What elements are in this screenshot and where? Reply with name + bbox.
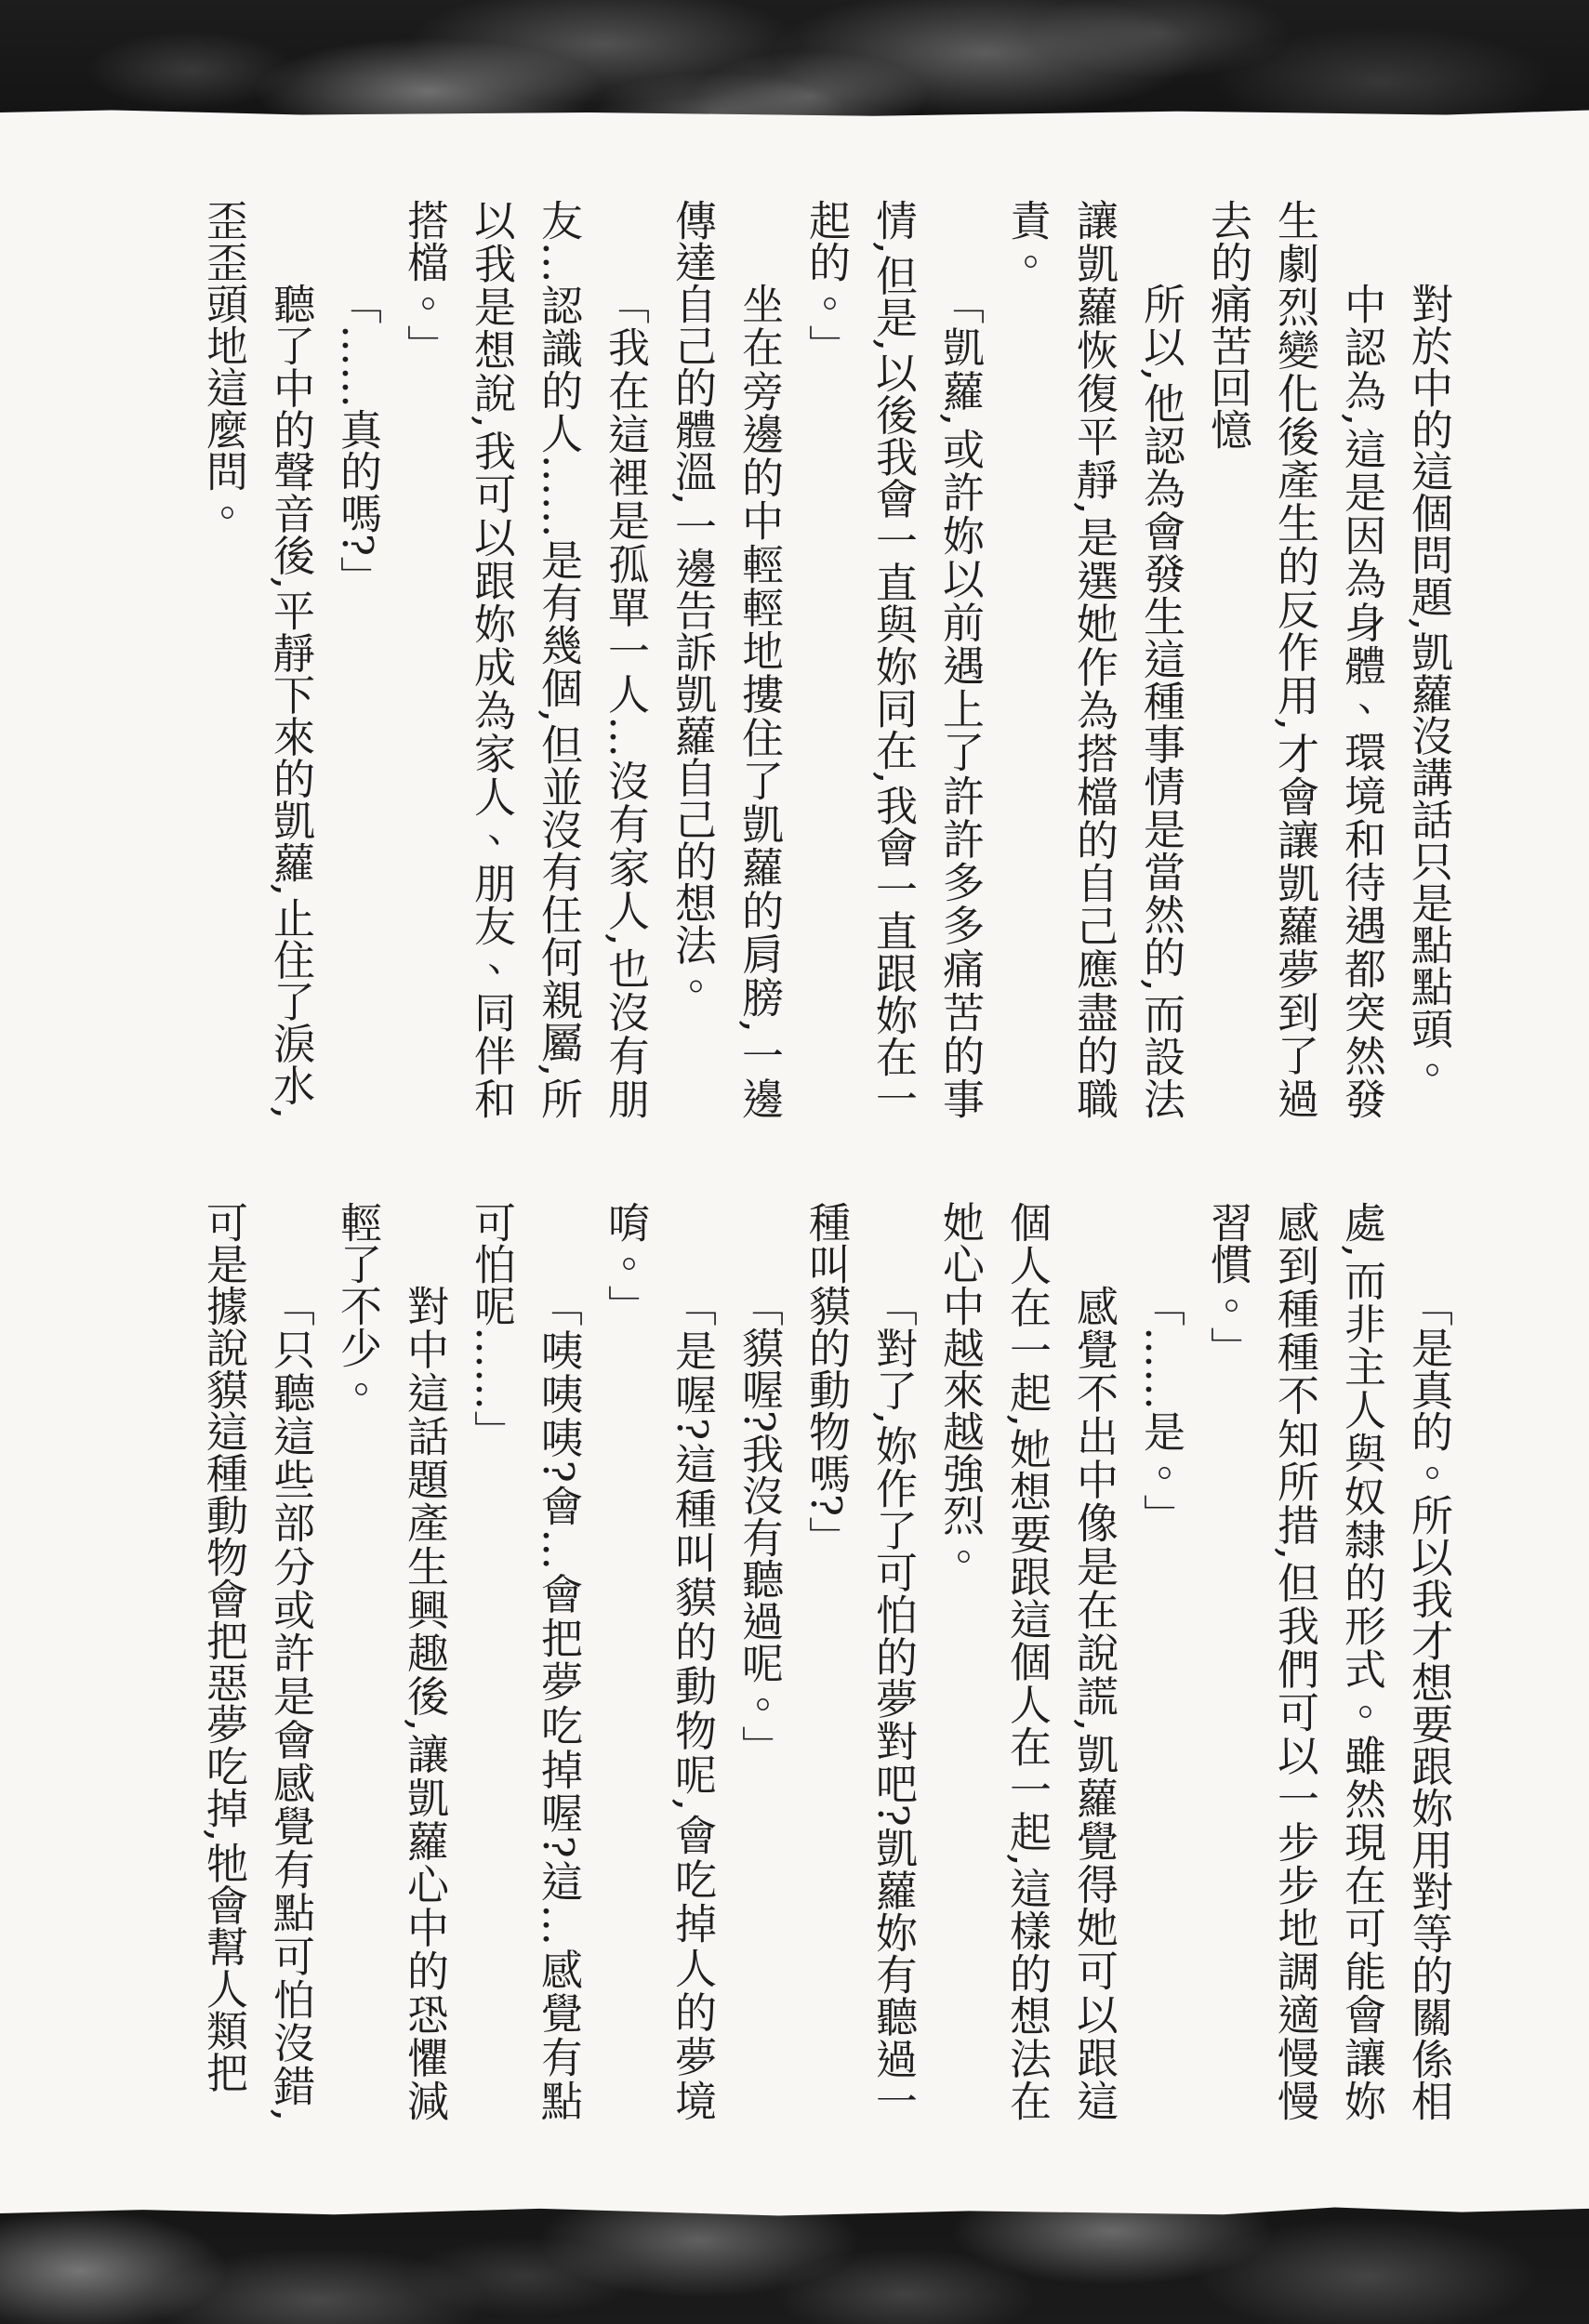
smoke-band-top bbox=[0, 0, 1589, 117]
paragraph: 所以,他認為會發生這種事情是當然的,而設法讓凱蘿恢復平靜,是選她作為搭檔的自己應盡的職責。 bbox=[1002, 199, 1185, 1119]
paragraph: 「對了,妳作了可怕的夢對吧?凱蘿妳有聽過一種叫貘的動物嗎?」 bbox=[801, 1201, 918, 2121]
paragraph: 聽了中的聲音後,平靜下來的凱蘿,止住了淚水,歪歪頭地這麼問。 bbox=[199, 199, 315, 1119]
paragraph: 感覺不出中像是在說謊,凱蘿覺得她可以跟這個人在一起,她想要跟這個人在一起,這樣的想法在她心中越來越強烈。 bbox=[935, 1201, 1119, 2121]
paragraph: 中認為,這是因為身體、環境和待遇都突然發生劇烈變化後產生的反作用,才會讓凱蘿夢到了過去的痛苦回憶 bbox=[1203, 199, 1386, 1119]
paragraph: 「我在這裡是孤單一人…沒有家人,也沒有朋友…認識的人……是有幾個,但並沒有任何親屬,所以我是想說,我可以跟妳成為家人、朋友、同伴和搭檔。」 bbox=[400, 199, 650, 1119]
text-tier-upper bbox=[179, 199, 1462, 1119]
paragraph: 對中這話題產生興趣後,讓凱蘿心中的恐懼減輕了不少。 bbox=[333, 1201, 449, 2121]
paragraph: 「……真的嗎?」 bbox=[333, 283, 382, 599]
paragraph: 「只聽這些部分或許是會感覺有點可怕沒錯,可是據說貘這種動物會把惡夢吃掉,牠會幫人類把 bbox=[199, 1201, 315, 2121]
paragraph: 「貘喔?我沒有聽過呢。」 bbox=[735, 1285, 784, 1768]
paragraph: 對於中的這個問題,凱蘿沒講話只是點點頭。 bbox=[1404, 283, 1453, 1091]
paragraph: 「是喔?這種叫貘的動物呢,會吃掉人的夢境唷。」 bbox=[601, 1201, 717, 2121]
paragraph: 坐在旁邊的中輕輕地摟住了凱蘿的肩膀,一邊傳達自己的體溫,一邊告訴凱蘿自己的想法。 bbox=[668, 199, 784, 1119]
text-tier-lower bbox=[179, 1201, 1462, 2121]
paragraph: 「……是。」 bbox=[1136, 1285, 1185, 1536]
paragraph: 「凱蘿,或許妳以前遇上了許許多多痛苦的事情,但是,以後我會一直與妳同在,我會一直跟妳在一起的。」 bbox=[801, 199, 985, 1119]
smoke-band-bottom bbox=[0, 2205, 1589, 2324]
paragraph: 「咦咦咦?會…會把夢吃掉喔?這…感覺有點可怕呢……」 bbox=[467, 1201, 583, 2121]
paragraph: 「是真的。所以我才想要跟妳用對等的關係相處,而非主人與奴隸的形式。雖然現在可能會讓妳感到種種不知所措,但我們可以一步步地調適慢慢習慣。」 bbox=[1203, 1201, 1453, 2121]
